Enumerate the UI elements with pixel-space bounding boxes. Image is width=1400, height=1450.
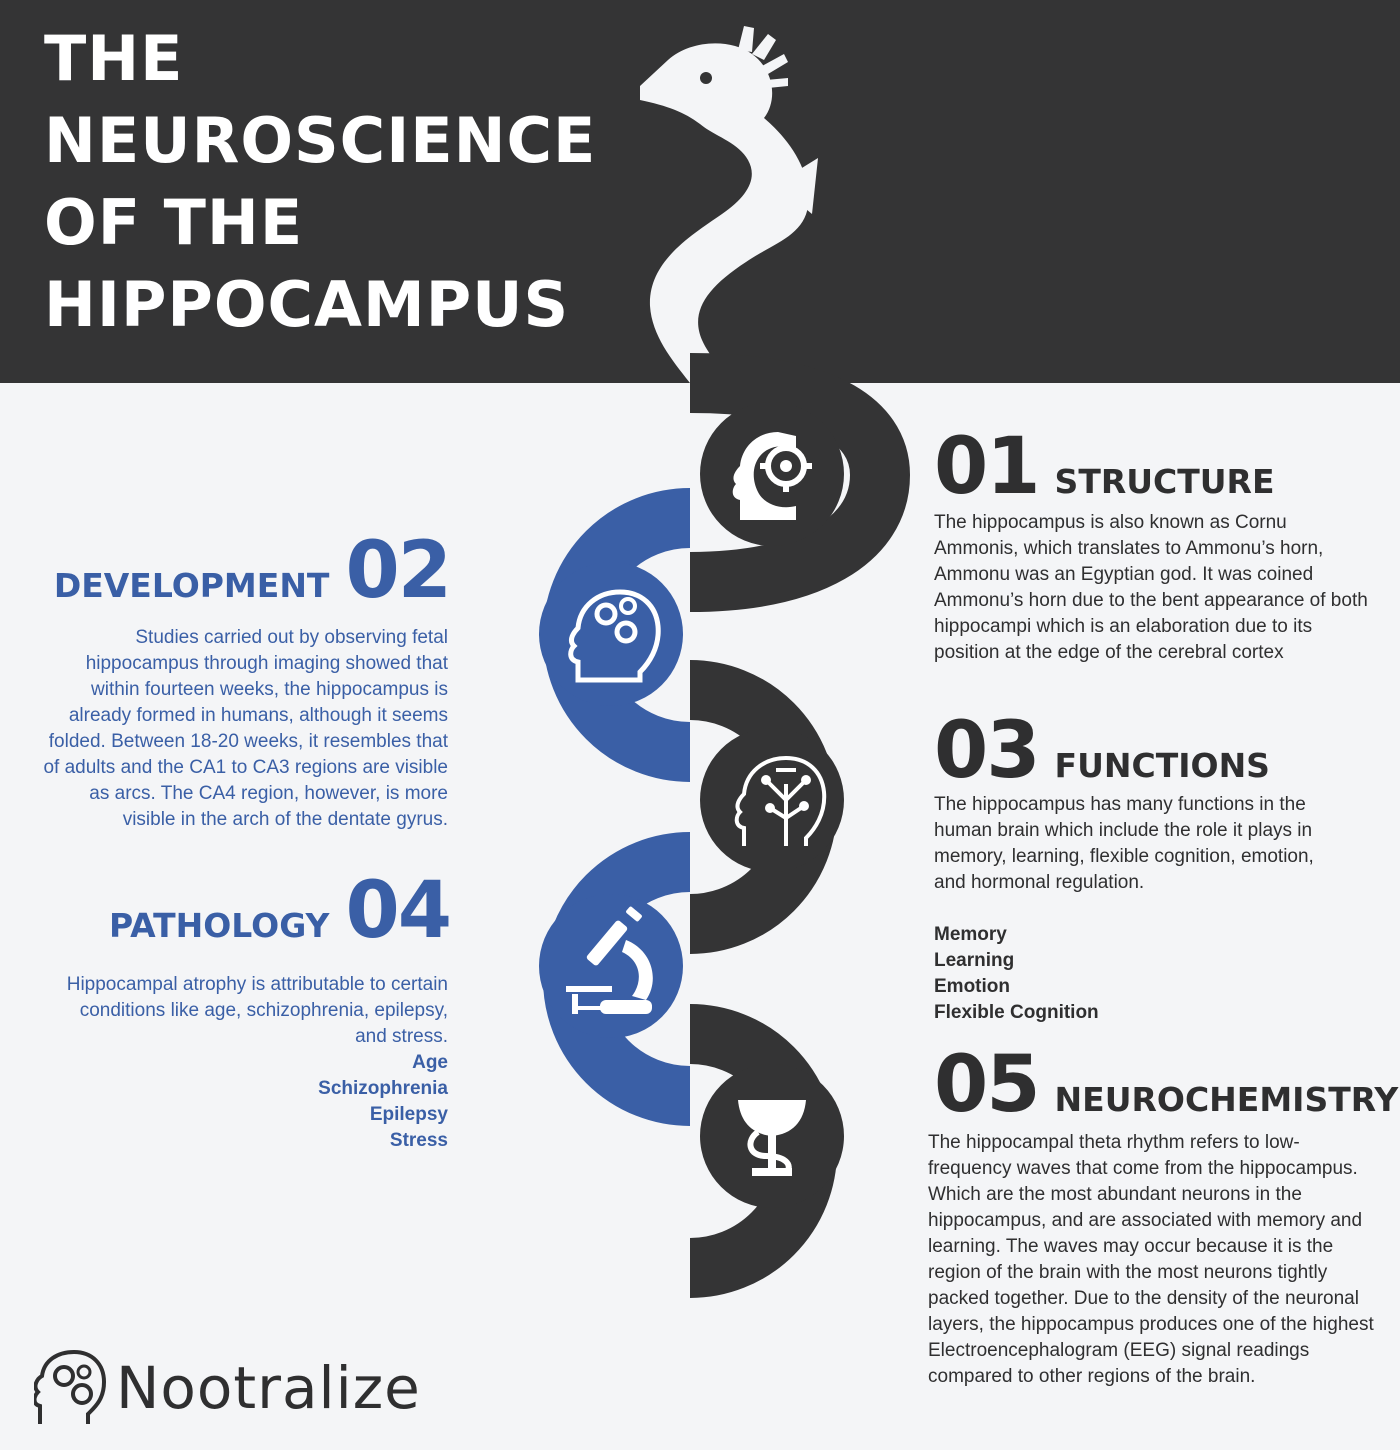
list-item: Memory [934, 924, 1007, 945]
section-heading: DEVELOPMENT [53, 566, 330, 605]
list-item: Learning [934, 950, 1015, 971]
brand-name: Nootralize [116, 1354, 421, 1422]
section-03-list [934, 922, 1099, 1026]
section-number: 02 [345, 526, 450, 616]
section-03-text: The hippocampus has many functions in the human brain which include the role it plays in memory, learning, flexible cognition, emotion, and hormonal regulation. [934, 794, 1314, 893]
circle-04 [539, 894, 683, 1038]
section-04-list [318, 1050, 448, 1154]
title-line: NEUROSCIENCE [44, 104, 597, 177]
head-gears-logo-icon [34, 1350, 106, 1426]
section-number: 04 [345, 866, 450, 956]
section-number: 05 [934, 1040, 1039, 1130]
list-item: Flexible Cognition [934, 1002, 1099, 1023]
title-line: HIPPOCAMPUS [44, 268, 570, 341]
section-02-text: Studies carried out by observing fetal hippocampus through imaging showed that within fourteen weeks, the hippocampus is already formed in humans, although it seems folded. Between 18-20 weeks, it resembles that of adults and the CA1 to CA3 regions are visible as arcs. The CA4 region, however, is more visible in the arch of the dentate gyrus. [43, 627, 448, 830]
list-item: Schizophrenia [318, 1078, 448, 1099]
list-item: Epilepsy [369, 1104, 448, 1125]
section-number: 01 [934, 422, 1039, 512]
section-number: 03 [934, 706, 1039, 796]
list-item: Age [412, 1052, 448, 1073]
section-01-text: The hippocampus is also known as Cornu Ammonis, which translates to Ammonu’s horn, Ammonu was an Egyptian god. It was coined Ammonu’s horn due to the bent appearance of both hippocampi which is an elaboration due to its position at the edge of the cerebral cortex [934, 512, 1368, 663]
section-01-header [934, 422, 1275, 512]
section-heading: PATHOLOGY [108, 906, 330, 945]
section-04-header [108, 866, 450, 956]
seahorse-icon [640, 26, 818, 383]
list-item: Emotion [934, 976, 1010, 997]
title-line: THE [44, 22, 184, 95]
title-line: OF THE [44, 186, 304, 259]
section-heading: NEUROCHEMISTRY [1054, 1080, 1399, 1119]
brand-logo [34, 1350, 421, 1426]
circle-02 [539, 562, 683, 706]
section-03-header [934, 706, 1270, 796]
section-04-text: Hippocampal atrophy is attributable to certain conditions like age, schizophrenia, epilepsy, and stress. [66, 974, 448, 1047]
seahorse-eye [700, 72, 712, 84]
section-heading: FUNCTIONS [1054, 746, 1270, 785]
section-05-text: The hippocampal theta rhythm refers to low-frequency waves that come from the hippocampus. Which are the most abundant neurons in the hippocampus, and are associated with memory and learning. The waves may occur because it is the region of the brain with the most neurons tightly packed together. Due to the density of the neuronal layers, the hippocampus produces one of the highest Electroencephalogram (EEG) signal readings compared to other regions of the brain. [928, 1132, 1374, 1387]
list-item: Stress [389, 1130, 448, 1151]
section-heading: STRUCTURE [1054, 462, 1275, 501]
section-02-header [53, 526, 450, 616]
section-05-header [934, 1040, 1399, 1130]
